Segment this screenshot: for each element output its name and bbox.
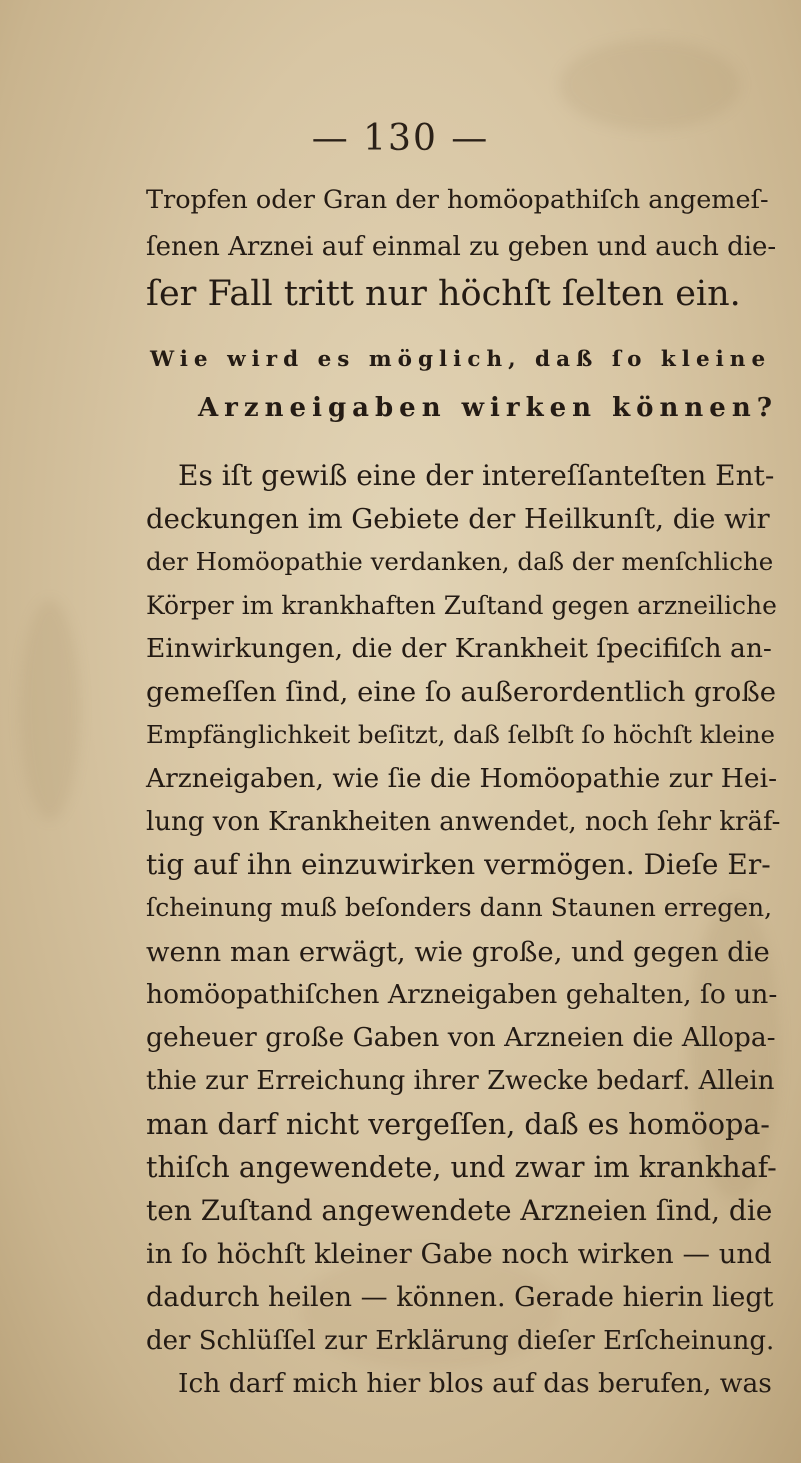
section-heading: Arzneigaben wirken können?	[198, 393, 778, 423]
text-line: der Homöopathie verdanken, daß der menſchliche	[146, 547, 774, 576]
text-line: ſcheinung muß beſonders dann Staunen erregen,	[146, 893, 773, 922]
page-number: — 130 —	[311, 118, 490, 159]
text-line: der Schlüſſel zur Erklärung dieſer Erſcheinung.	[146, 1326, 775, 1356]
text-line: Einwirkungen, die der Krankheit ſpecifiſch an-	[146, 633, 772, 664]
text-line: Tropfen oder Gran der homöopathiſch angemeſ-	[146, 185, 769, 215]
text-line: homöopathiſchen Arzneigaben gehalten, ſo un-	[146, 979, 778, 1010]
text-line: gemeſſen ſind, eine ſo außerordentlich große	[146, 676, 776, 708]
text-line: ten Zuſtand angewendete Arzneien ſind, die	[146, 1194, 773, 1227]
text-line: deckungen im Gebiete der Heilkunſt, die wir	[146, 503, 770, 535]
text-line: Ich darf mich hier blos auf das berufen, was	[178, 1368, 772, 1399]
section-heading: Wie wird es möglich, daß ſo kleine	[150, 347, 772, 372]
text-line: man darf nicht vergeſſen, daß es homöopa-	[146, 1108, 770, 1141]
text-line: Arzneigaben, wie ſie die Homöopathie zur Hei-	[146, 763, 778, 794]
text-line: in ſo höchſt kleiner Gabe noch wirken — und	[146, 1238, 772, 1270]
text-line: Empfänglichkeit beſitzt, daß ſelbſt ſo höchſt kleine	[146, 720, 776, 749]
text-line: wenn man erwägt, wie große, und gegen die	[146, 936, 770, 968]
text-line: Es iſt gewiß eine der intereſſanteſten Ent-	[178, 459, 775, 492]
text-line: lung von Krankheiten anwendet, noch ſehr kräf-	[146, 807, 781, 837]
text-line: tig auf ihn einzuwirken vermögen. Dieſe Er-	[146, 848, 771, 881]
text-line: ſer Fall tritt nur höchſt ſelten ein.	[146, 274, 741, 314]
text-line: geheuer große Gaben von Arzneien die Allopa-	[146, 1022, 776, 1053]
text-line: dadurch heilen — können. Gerade hierin liegt	[146, 1282, 774, 1313]
text-line: Körper im krankhaften Zuſtand gegen arzneiliche	[146, 591, 777, 620]
text-line: ſenen Arznei auf einmal zu geben und auch die-	[146, 232, 777, 262]
text-line: thie zur Erreichung ihrer Zwecke bedarf. Allein	[146, 1066, 775, 1096]
text-line: thiſch angewendete, und zwar im krankhaf-	[146, 1151, 777, 1184]
